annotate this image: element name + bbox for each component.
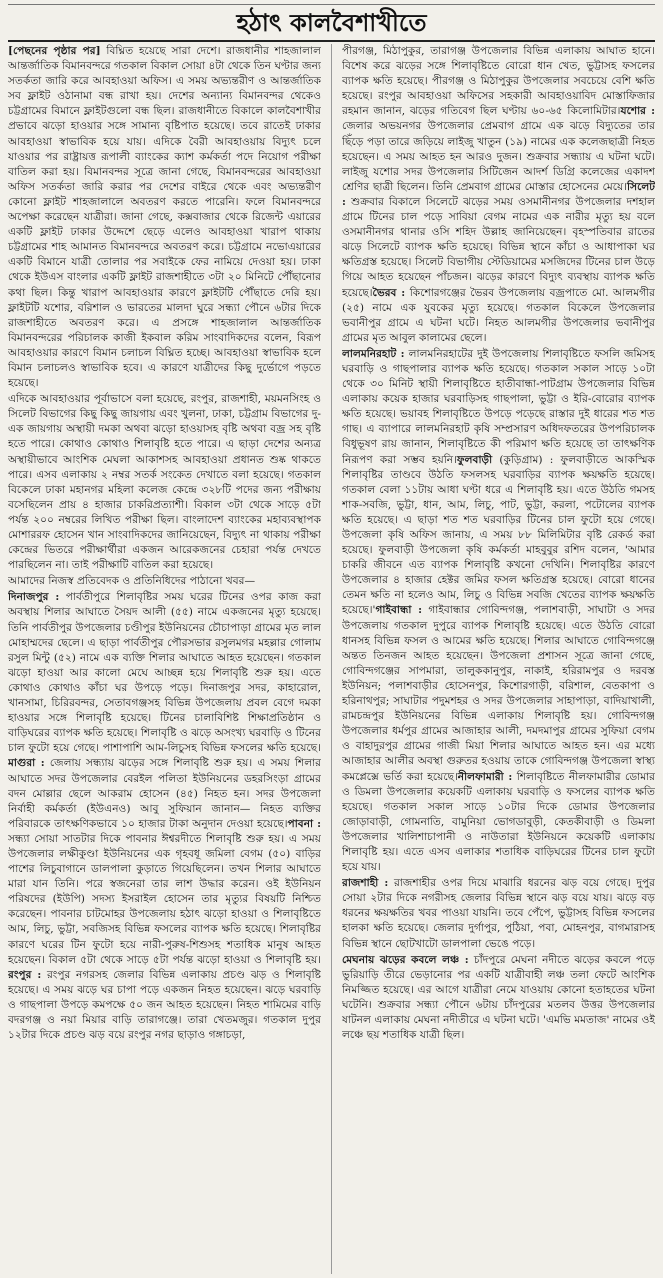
paragraph bbox=[342, 953, 655, 1044]
paragraph-text: লালমনিরহাটের দুই উপজেলায় শিলাবৃষ্টিতে ফসলি জমিসহ ঘরবাড়ি ও গাছপালার ব্যাপক ক্ষতি হয়েছে। গতকাল সকাল সাড়ে ১০টা থেকে ৩০ মিনিট স্থায়ী শিলাবৃষ্টিতে হাতীবান্ধা-পাটগ্রাম উপজেলার বিভিন্ন এলাকায় কয়েক হাজার ঘরবাড়িসহ গাছপালা, ভুট্টা ও ইরি-বোরোর ব্যাপক ক্ষতি হয়েছে। ভয়াবহ শিলাবৃষ্টিতে উপড়ে পড়েছে রাস্তার দুই ধারের শত শত গাছ। এ ব্যাপারে লালমনিরহাট কৃষি সম্প্রসারণ অধিদফতরের উপপরিচালক বিধুভূষণ রায় জানান, শিলাবৃষ্টিতে কী পরিমাণ ক্ষতি হয়েছে তা তাৎক্ষণিক নিরূপণ করা সম্ভব হয়নি। bbox=[342, 347, 655, 466]
location-kicker: দিনাজপুর : bbox=[8, 591, 60, 604]
paragraph-text: পীরগঞ্জ, মিঠাপুকুর, তারাগঞ্জ উপজেলার বিভিন্ন এলাকায় আঘাত হানে। বিশেষ করে ঝড়ের সঙ্গে শিলাবৃষ্টিতে বোরো ধান খেত, ভুট্টাসহ ফসলের ব্যাপক ক্ষতি হয়েছে। পীরগঞ্জ ও মিঠাপুকুর উপজেলার সবচেয়ে বেশি ক্ষতি হয়েছে। রংপুর আবহাওয়া অফিসের সহকারী আবহাওয়াবিদ মোস্তাফিজার রহমান জানান, ঝড়ের গতিবেগ ছিল ঘণ্টায় ৬০-৬৫ কিলোমিটার। bbox=[342, 45, 655, 118]
paragraph-text: জেলায় সন্ধ্যায় ঝড়ের সঙ্গে শিলাবৃষ্টি শুরু হয়। এ সময় শিলার আঘাতে সদর উপজেলার বেরইল পলিতা ইউনিয়নের ডহরসিংড়া গ্রামের বদন মোল্লার ছেলে আকরাম হোসেন (৪৫) নিহত হন। সদর উপজেলা নির্বাহী কর্মকর্তা (ইউএনও) আবু সুফিয়ান জানান— নিহত ব্যক্তির পরিবারকে তাৎক্ষণিকভাবে ১০ হাজার টাকা অনুদান দেওয়া হয়েছে। bbox=[8, 757, 321, 830]
paragraph bbox=[8, 590, 321, 1043]
location-kicker: সিলেট : bbox=[342, 180, 655, 208]
location-kicker: ভৈরব : bbox=[372, 286, 406, 299]
location-kicker: মেঘনায় ঝড়ের কবলে লঞ্চ : bbox=[342, 953, 469, 966]
location-kicker: মাগুরা : bbox=[8, 757, 45, 770]
location-kicker: ফুলবাড়ী bbox=[456, 453, 493, 466]
paragraph: এদিকে আবহাওয়ার পূর্বাভাসে বলা হয়েছে, রংপুর, রাজশাহী, ময়মনসিংহ ও সিলেট বিভাগের কিছু কিছু জায়গায় এবং খুলনা, ঢাকা, চট্টগ্রাম বিভাগের দু-এক জায়গায় অস্থায়ী দমকা অথবা ঝড়ো হাওয়াসহ বৃষ্টি অথবা বজ্র সহ বৃষ্টি হতে পারে। কোথাও কোথাও শিলাবৃষ্টি হতে পারে। এ ছাড়া দেশের অন্যত্র অস্থায়ীভাবে আংশিক মেঘলা আকাশসহ আবহাওয়া প্রধানত শুষ্ক থাকতে পারে। এসব এলাকায় ২ নম্বর সতর্ক সংকেত দেখাতে বলা হয়েছে। গতকাল বিকেলে ঢাকা মহানগর মহিলা কলেজ কেন্দ্রে ৩২৮টি পদের জন্য পরীক্ষায় বসেছিলেন প্রায় ৪ হাজার চাকরিপ্রত্যাশী। বিকাল ৩টা থেকে সাড়ে ৫টা পর্যন্ত ২০০ নম্বরের লিখিত পরীক্ষা ছিল। বাংলাদেশ ব্যাংকের মহাব্যবস্থাপক মোশাররফ হোসেন খান সাংবাদিকদের জানিয়েছেন, বিদ্যুৎ না থাকায় পরীক্ষা কেন্দ্রের ভিতরে পরীক্ষার্থীরা একজন আরেকজনের চেহারা পর্যন্ত দেখতে পারছিলেন না। তাই পরীক্ষাটি বাতিল করা হয়েছে। bbox=[8, 393, 321, 572]
article-body bbox=[8, 44, 655, 1274]
location-kicker: যশোর : bbox=[620, 105, 655, 118]
column-divider bbox=[331, 44, 332, 1274]
headline-rule bbox=[8, 40, 655, 42]
paragraph-text: চাঁদপুরে মেঘনা নদীতে ঝড়ের কবলে পড়ে ভুরিয়াড়ি তীরে ভেড়ানোর পর একটি যাত্রীবাহী লঞ্চ তলা ফেটে আংশিক নিমজ্জিত হয়েছে। এর আগে যাত্রীরা নেমে যাওয়ায় কোনো হতাহতের ঘটনা ঘটেনি। শুক্রবার সন্ধ্যা পৌনে ৬টায় চাঁদপুরের মতলব উত্তর উপজেলার ষাটনল এলাকায় মেঘনা নদীতীরে এ ঘটনা ঘটে। 'এমভি মমতাজ' নামের ওই লঞ্চে ছয় শতাধিক যাত্রী ছিল। bbox=[342, 953, 655, 1042]
location-kicker: রাজশাহী : bbox=[342, 877, 389, 890]
right-column bbox=[342, 44, 655, 1274]
paragraph-text: শিলাবৃষ্টিতে নীলফামারীর ডোমার ও ডিমলা উপজেলার কয়েকটি এলাকায় ঘরবাড়ি ও ফসলের ব্যাপক ক্ষতি হয়েছে। গতকাল সকাল সাড়ে ১০টার দিকে ডোমার উপজেলার জোড়াবাড়ী, গোমনাতি, বামুনিয়া ভোগডাবুড়ী, কেতকীবাড়ী ও ডিমলা উপজেলার খালিশাচাপানী ও নাউতারা ইউনিয়নে কয়েকটি এলাকায় শিলাবৃষ্টি হয়। এতে এসব এলাকার শতাধিক বাড়িঘরের টিনের চাল ফুটো হয়ে যায়। bbox=[342, 770, 655, 874]
paragraph-text: গাইবান্ধার গোবিন্দগঞ্জ, পলাশবাড়ী, সাঘাটা ও সদর উপজেলায় গতকাল দুপুরে ব্যাপক শিলাবৃষ্টি হয়েছে। এতে উঠতি বোরো ধানসহ বিভিন্ন ফসল ও আমের ক্ষতি হয়েছে। শিলার আঘাতে গোবিন্দগঞ্জে অন্তত তিনজন আহত হয়েছেন। উপজেলা প্রশাসন সূত্রে জানা গেছে, গোবিন্দগঞ্জের সাপমারা, তালুককানুপুর, নাকাই, হরিরামপুর ও দরবস্ত ইউনিয়ন; পলাশবাড়ীর হোসেনপুর, কিশোরগাড়ী, বরিশাল, বেতকাপা ও হরিনাথপুর; সাঘাটার পদুমশহর ও সদর উপজেলার সাহাপাড়া, বাদিয়াখালী, রামচন্দ্রপুর ইউনিয়নের বিভিন্ন এলাকায় শিলাবৃষ্টি হয়। গোবিন্দগঞ্জ উপজেলার ধর্মপুর গ্রামের আজাহার আলী, দমদমাপুর গ্রামের সুফিয়া বেগম ও বাহাদুরপুর গ্রামের গাজী মিয়া শিলার আঘাতে আহত হন। এর মধ্যে আজাহার আলীর অবস্থা গুরুতর হওয়ায় তাকে গোবিন্দগঞ্জ উপজেলা স্বাস্থ্য কমপ্লেক্সে ভর্তি করা হয়েছে। bbox=[342, 604, 655, 783]
paragraph-text: ফুলবাড়ীতে আকস্মিক শিলাবৃষ্টির তাণ্ডবে উঠতি ফসলসহ ঘরবাড়ির ব্যাপক ক্ষয়ক্ষতি হয়েছে। গতকাল বেলা ১১টায় আধা ঘণ্টা ধরে এ শিলাবৃষ্টি হয়। এতে উঠতি গমসহ শাক-সবজি, ভুট্টা, ধান, আম, লিচু, পাট, ভুট্টা, করলা, পটোলের ব্যাপক ক্ষতি হয়েছে। এ ছাড়া শত শত ঘরবাড়ির টিনের চাল ফুটো হয়ে গেছে। উপজেলা কৃষি অফিস জানায়, এ সময় ৮৮ মিলিমিটার বৃষ্টি রেকর্ড করা হয়েছে। ফুলবাড়ী উপজেলা কৃষি কর্মকর্তা মাহবুবুর রশিদ বলেন, 'আমার চাকরি জীবনে এত ব্যাপক শিলাবৃষ্টি কখনো দেখিনি। শিলাবৃষ্টির কারণে উপজেলার ৪ হাজার হেক্টর জমির ফসল ক্ষতিগ্রস্ত হয়েছে। বোরো ধানের তেমন ক্ষতি না হলেও আম, লিচু ও বিভিন্ন সবজি খেতের ব্যাপক ক্ষয়ক্ষতি হয়েছে।' bbox=[342, 453, 655, 617]
paragraph-text: কিশোরগঞ্জের ভৈরব উপজেলায় বজ্রপাতে মো. আলমগীর (২৫) নামে এক যুবকের মৃত্যু হয়েছে। গতকাল বিকেলে উপজেলার ভবানীপুর গ্রামে এ ঘটনা ঘটে। নিহত আলমগীর উপজেলার ভবানীপুর গ্রামের মৃত আবুল কালামের ছেলে। bbox=[342, 286, 655, 344]
left-column bbox=[8, 44, 321, 1274]
continuation-kicker: [পেছনের পৃষ্ঠার পর] bbox=[8, 45, 101, 57]
paragraph-text: রাজশাহীর ওপর দিয়ে মাঝারি ধরনের ঝড় বয়ে গেছে। দুপুর সোয়া ২টার দিকে নগরীসহ জেলার বিভিন্ন স্থানে ঝড় বয়ে যায়। ঝড়ে বড় ধরনের ক্ষয়ক্ষতির খবর পাওয়া যায়নি। তবে পেঁপে, ভুট্টাসহ বিভিন্ন ফসলের হালকা ক্ষতি হয়েছে। জেলার দুর্গাপুর, পুঠিয়া, পবা, মোহনপুর, বাগমারাসহ বিভিন্ন স্থানে ছোটখাটো ডালপালা ভেঙে পড়ে। bbox=[342, 877, 655, 950]
headline: হঠাৎ কালবৈশাখীতে bbox=[236, 9, 427, 37]
location-kicker-sub: (কুড়িগ্রাম) : bbox=[492, 453, 554, 466]
location-kicker: রংপুর : bbox=[8, 968, 42, 981]
paragraph: আমাদের নিজস্ব প্রতিবেদক ও প্রতিনিধিদের পাঠানো খবর— bbox=[8, 575, 256, 588]
top-rule bbox=[8, 4, 655, 5]
location-kicker: নীলফামারী : bbox=[457, 770, 513, 783]
paragraph-text: শুক্রবার বিকালে সিলেটে ঝড়ের সময় ওসমানীনগর উপজেলার দশহাল গ্রামে টিনের চাল পড়ে সাবিয়া বেগম নামের এক নারীর মৃত্যু হয় বলে ওসমানীনগর থানার ওসি শহিদ উল্লাহ জানিয়েছেন। বৃহস্পতিবার রাতের ঝড়ে সিলেটে ব্যাপক ক্ষতি হয়েছে। বিভিন্ন স্থানে কাঁচা ও আধাপাকা ঘর ক্ষতিগ্রস্ত হয়েছে। সিলেট বিভাগীয় স্টেডিয়ামের মসজিদের টিনের চাল উড়ে গিয়ে আহত হয়েছেন পাঁচজন। ঝড়ের কারণে বিদ্যুৎ ব্যবস্থায় ব্যাপক ক্ষতি হয়েছে। bbox=[342, 195, 655, 299]
paragraph bbox=[8, 44, 321, 391]
paragraph-text: সন্ধ্যা সোয়া সাতটার দিকে পাবনার ঈশ্বরদীতে শিলাবৃষ্টি শুরু হয়। এ সময় উপজেলার লক্ষীকুণ্ডা ইউনিয়নের এক গৃহবধূ জমিলা বেগম (৫০) বাড়ির পাশের লিচুবাগানে ডালপালা কুড়াতে গিয়েছিলেন। তখন শিলার আঘাতে মারা যান তিনি। পরে স্বজনেরা তার লাশ উদ্ধার করেন। ওই ইউনিয়ন পরিষদের (ইউপি) সদস্য ইসরাইল হোসেন তার মৃত্যুর বিষয়টি নিশ্চিত করেছেন। পাবনার চাটমোহর উপজেলায় হঠাৎ ঝড়ো হাওয়া ও শিলাবৃষ্টিতে আম, লিচু, ভুট্টা, সবজিসহ বিভিন্ন ফসলের ব্যাপক ক্ষতি হয়েছে। শিলাবৃষ্টির কারণে ঘরের টিন ফুটো হয়ে নারী-পুরুষ-শিশুসহ শতাধিক মানুষ আহত হয়েছেন। বিকাল ৫টা থেকে সাড়ে ৫টা পর্যন্ত ঝড়ো হাওয়া ও শিলাবৃষ্টি হয়। bbox=[8, 832, 321, 966]
location-kicker: গাইবান্ধা : bbox=[375, 604, 422, 617]
paragraph-text: রংপুর নগরসহ জেলার বিভিন্ন এলাকায় প্রচণ্ড ঝড় ও শিলাবৃষ্টি হয়েছে। এ সময় ঝড়ে ঘর চাপা পড়ে একজন নিহত হয়েছেন। ঝড়ে ঘরবাড়ি ও গাছপালা উপড়ে কমপক্ষে ৫০ জন আহত হয়েছেন। নিহত শামিমের বাড়ি বদরগঞ্জ ও নয়া মিয়ার বাড়ি তারাগঞ্জে। তারা খেতমজুর। গতকাল দুপুর ১২টার দিকে প্রচণ্ড ঝড় বয়ে রংপুর নগর ছাড়াও গঙ্গাচড়া, bbox=[8, 968, 321, 1042]
location-kicker: লালমনিরহাট : bbox=[342, 347, 405, 360]
paragraph bbox=[342, 876, 655, 951]
paragraph-text: বিঘ্নিত হয়েছে সারা দেশে। রাজধানীর শাহজালাল আন্তর্জাতিক বিমানবন্দরে গতকাল বিকাল সোয়া ৪টা থেকে তিন ঘণ্টার জন্য সতর্কতা জারি করে আবহাওয়া অফিস। এ সময় অভ্যন্তরীণ ও আন্তর্জাতিক সব ফ্লাইট ওঠানামা বন্ধ রাখা হয়। দেশের অন্যান্য বিমানবন্দর থেকেও চট্টগ্রামের বিমানে ফ্লাইটগুলো বন্ধ ছিল। রাজধানীতে বিকালে কালবৈশাখীর প্রভাবে ঝড়ো হাওয়ার সঙ্গে সামান্য বৃষ্টিপাত হয়েছে। তবে রাতেই ঢাকার আবহাওয়া স্বাভাবিক হয়ে যায়। এদিকে বৈরী আবহাওয়ায় বিদ্যুৎ চলে যাওয়ার পর রাষ্ট্রায়ত্ত রূপালী ব্যাংকের ক্যাশ কর্মকর্তা পদে নিয়োগ পরীক্ষা বাতিল করা হয়। বিমানবন্দর সূত্রে জানা গেছে, বিমানবন্দরের আবহাওয়া অফিস সতর্কতা জারি করার পর দেশের বাইরে থেকে এবং অভ্যন্তরীণ কোনো ফ্লাইট শাহজালালে অবতরণ করতে পারেনি। ফলে বিমানবন্দরে অপেক্ষা করেছেন যাত্রীরা। জানা গেছে, কক্সবাজার থেকে রিজেন্ট এয়ারের একটি ফ্লাইট ঢাকার উদ্দেশে ছেড়ে এলেও আবহাওয়া খারাপ থাকায় চট্টগ্রামের শাহ আমানত বিমানবন্দরে অবতরণ করে। চট্টগ্রামে নভোএয়ারের একটি বিমানে যাত্রী তোলার পর সবাইকে ফের নামিয়ে দেওয়া হয়। ঢাকা থেকে ইউএস বাংলার একটি ফ্লাইট রাজশাহীতে ৩টা ২০ মিনিটে পৌঁছানোর কথা ছিল। কিন্তু খারাপ আবহাওয়ার কারণে ফ্লাইটটি পৌঁছাতে দেরি হয়। ফ্লাইটটি যশোর, বরিশাল ও ভারতের মালদা ঘুরে সন্ধ্যা পৌনে ৬টার দিকে রাজশাহীতে অবতরণ করে। এ প্রসঙ্গে শাহজালাল আন্তর্জাতিক বিমানবন্দরের পরিচালক কাজী ইকবাল করিম সাংবাদিকদের বলেন, বিরূপ আবহাওয়ার কারণে বিমান চলাচল বিঘ্নিত হচ্ছে। আবহাওয়া স্বাভাবিক হলে বিমান চলাচলও স্বাভাবিক হবে। এ কারণে যাত্রীদের কিছু দুর্ভোগে পড়তে হয়েছে। bbox=[8, 45, 321, 390]
paragraph bbox=[342, 44, 655, 346]
paragraph-text: জেলার অভয়নগর উপজেলার প্রেমবাগ গ্রামে এক ঝড়ে বিদ্যুতের তার ছিঁড়ে পড়া তারে জড়িয়ে লাইজু খাতুন (১৯) নামের এক কলেজছাত্রী নিহত হয়েছেন। এ সময় আহত হন আরও দুজন। শুক্রবার সন্ধ্যায় এ ঘটনা ঘটে। লাইজু যশোর সদর উপজেলার সিটিজেন আদর্শ ডিগ্রি কলেজের একাদশ শ্রেণির ছাত্রী ছিলেন। তিনি প্রেমবাগ গ্রামের মোস্তার হোসেনের মেয়ে। bbox=[342, 120, 655, 193]
paragraph bbox=[342, 347, 655, 875]
paragraph-text: পার্বতীপুরে শিলাবৃষ্টির সময় ঘরের টিনের ওপর কাজ করা অবস্থায় শিলার আঘাতে সৈয়দ আলী (৫৫) নামে একজনের মৃত্যু হয়েছে। তিনি পার্বতীপুর উপজেলার চণ্ডীপুর ইউনিয়নের চৌচাপাড়া গ্রামের মৃত লাল মোহাম্মদের ছেলে। এ ছাড়া পার্বতীপুর পৌরসভার রসুলমগর মহল্লার গোলাম রসুল মিন্টু (৫২) নামে এক ব্যক্তি শিলার আঘাতে আহত হয়েছেন। গতকাল ঝড়ো হাওয়া আর কালো মেঘে আচ্ছন্ন হয়ে শিলাবৃষ্টি শুরু হয়। এতে কোথাও কোথাও কাঁচা ঘর উপড়ে পড়ে। দিনাজপুর সদর, কাহারোল, খানসামা, চিরিরবন্দর, সেতাবগঞ্জসহ বিভিন্ন উপজেলায় প্রবল বেগে দমকা হাওয়ার সঙ্গে শিলাবৃষ্টি হয়েছে। টিনের চালাবিশিষ্ট শিক্ষাপ্রতিষ্ঠান ও বাড়িঘরের ব্যাপক ক্ষতি হয়েছে। শিলাবৃষ্টি ও ঝড়ে অসংখ্য ঘরবাড়ি ও টিনের চাল ফুটো হয়ে গেছে। পাশাপাশি আম-লিচুসহ বিভিন্ন ফসলের ক্ষতি হয়েছে। bbox=[8, 591, 321, 755]
location-kicker: পাবনা : bbox=[287, 817, 321, 830]
